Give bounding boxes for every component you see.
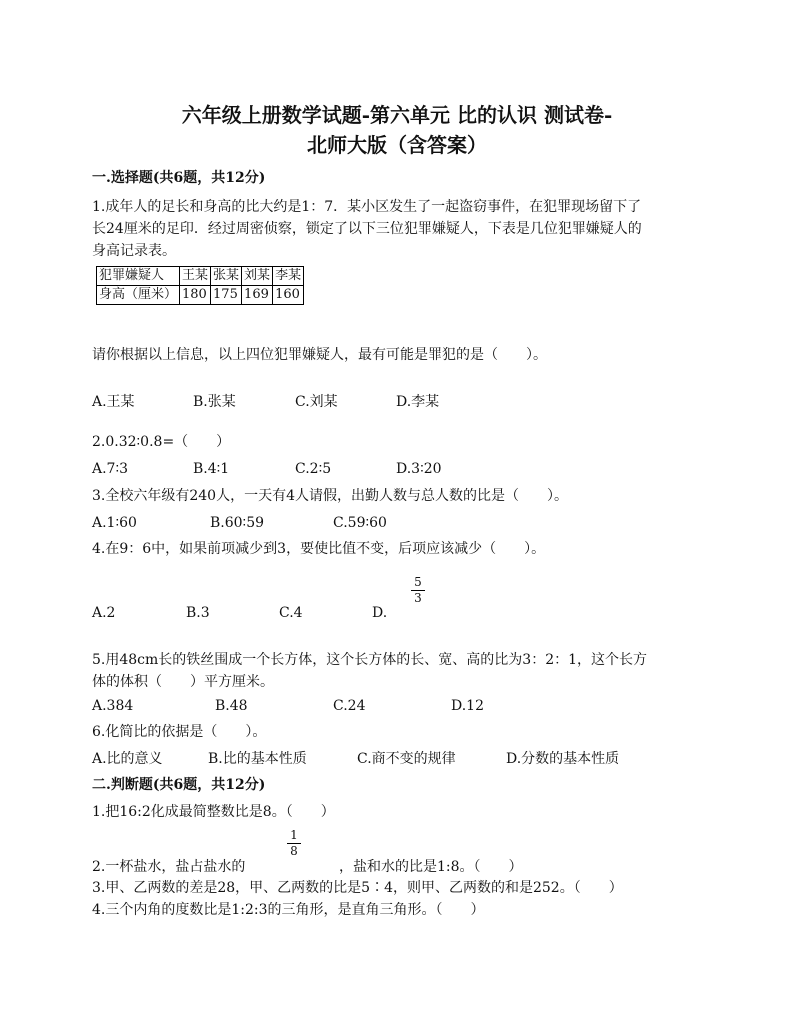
q6-option-a[interactable]: A.比的意义 <box>92 751 163 767</box>
table-cell: 160 <box>273 286 304 305</box>
q1-prompt: 请你根据以上信息，以上四位犯罪嫌疑人，最有可能是罪犯的是（ ）。 <box>92 347 547 363</box>
q3-option-c[interactable]: C.59∶60 <box>333 515 387 531</box>
q1-text-line2: 长24厘米的足印．经过周密侦察，锁定了以下三位犯罪嫌疑人，下表是几位犯罪嫌疑人的 <box>92 221 642 237</box>
q5-option-c[interactable]: C.24 <box>333 698 366 714</box>
q3-option-a[interactable]: A.1∶60 <box>92 515 137 531</box>
q4-option-d[interactable]: D. <box>372 605 388 621</box>
q4-option-c[interactable]: C.4 <box>279 605 303 621</box>
j3-text: 3.甲、乙两数的差是28，甲、乙两数的比是5∶4，则甲、乙两数的和是252。（ ） <box>92 880 623 896</box>
section-heading-judgement: 二.判断题(共6题，共12分) <box>92 777 266 793</box>
q1-option-b[interactable]: B.张某 <box>193 394 236 410</box>
q6-option-d[interactable]: D.分数的基本性质 <box>506 751 620 767</box>
page-subtitle: 北师大版（含答案） <box>307 133 487 157</box>
q1-option-a[interactable]: A.王某 <box>92 394 135 410</box>
fraction-denominator: 8 <box>290 844 298 858</box>
q5-option-b[interactable]: B.48 <box>215 698 248 714</box>
q5-text-line2: 体的体积（ ）平方厘米。 <box>92 674 274 690</box>
q2-option-b[interactable]: B.4∶1 <box>193 461 230 477</box>
j1-text: 1.把16:2化成最简整数比是8。（ ） <box>92 804 335 820</box>
j2-fraction <box>287 829 301 858</box>
page-title: 六年级上册数学试题-第六单元 比的认识 测试卷- <box>181 103 613 127</box>
table-cell: 张某 <box>211 267 242 286</box>
q1-option-d[interactable]: D.李某 <box>396 394 440 410</box>
q2-text: 2.0.32∶0.8=（ ） <box>92 434 231 450</box>
q4-option-b[interactable]: B.3 <box>186 605 210 621</box>
table-row <box>97 286 304 305</box>
table-cell: 王某 <box>180 267 211 286</box>
q3-text: 3.全校六年级有240人，一天有4人请假，出勤人数与总人数的比是（ ）。 <box>92 488 568 504</box>
q4-option-d-fraction <box>411 576 425 605</box>
table-cell: 李某 <box>273 267 304 286</box>
table-cell: 169 <box>242 286 273 305</box>
q6-option-c[interactable]: C.商不变的规律 <box>357 751 456 767</box>
section-heading-choice: 一.选择题(共6题，共12分) <box>92 170 266 186</box>
j4-text: 4.三个内角的度数比是1:2:3的三角形，是直角三角形。（ ） <box>92 902 485 918</box>
q3-option-b[interactable]: B.60∶59 <box>210 515 265 531</box>
q1-text-line1: 1.成年人的足长和身高的比大约是1：7．某小区发生了一起盗窃事件，在犯罪现场留下了 <box>92 199 642 215</box>
q2-option-c[interactable]: C.2∶5 <box>295 461 332 477</box>
table-cell: 180 <box>180 286 211 305</box>
q1-text-line3: 身高记录表。 <box>92 243 176 259</box>
table-cell: 刘某 <box>242 267 273 286</box>
q2-option-a[interactable]: A.7∶3 <box>92 461 129 477</box>
fraction-denominator: 3 <box>414 591 422 605</box>
q2-option-d[interactable]: D.3∶20 <box>396 461 442 477</box>
table-cell: 犯罪嫌疑人 <box>97 267 180 286</box>
j2-text-after: ，盐和水的比是1:8。（ ） <box>339 859 523 875</box>
q4-option-a[interactable]: A.2 <box>92 605 116 621</box>
q5-text-line1: 5.用48cm长的铁丝围成一个长方体，这个长方体的长、宽、高的比为3：2：1，这个长方 <box>92 652 648 668</box>
table-cell: 175 <box>211 286 242 305</box>
q1-option-c[interactable]: C.刘某 <box>295 394 338 410</box>
fraction-numerator: 1 <box>290 828 298 842</box>
q4-text: 4.在9：6中，如果前项减少到3，要使比值不变，后项应该减少（ ）。 <box>92 541 546 557</box>
table-header-row <box>97 267 304 286</box>
q6-text: 6.化简比的依据是（ ）。 <box>92 724 267 740</box>
j2-text-before: 2.一杯盐水，盐占盐水的 <box>92 859 246 875</box>
q5-option-a[interactable]: A.384 <box>92 698 134 714</box>
q6-option-b[interactable]: B.比的基本性质 <box>208 751 307 767</box>
q5-option-d[interactable]: D.12 <box>451 698 484 714</box>
height-record-table <box>96 266 304 305</box>
fraction-numerator: 5 <box>414 575 422 589</box>
table-cell: 身高（厘米） <box>97 286 180 305</box>
